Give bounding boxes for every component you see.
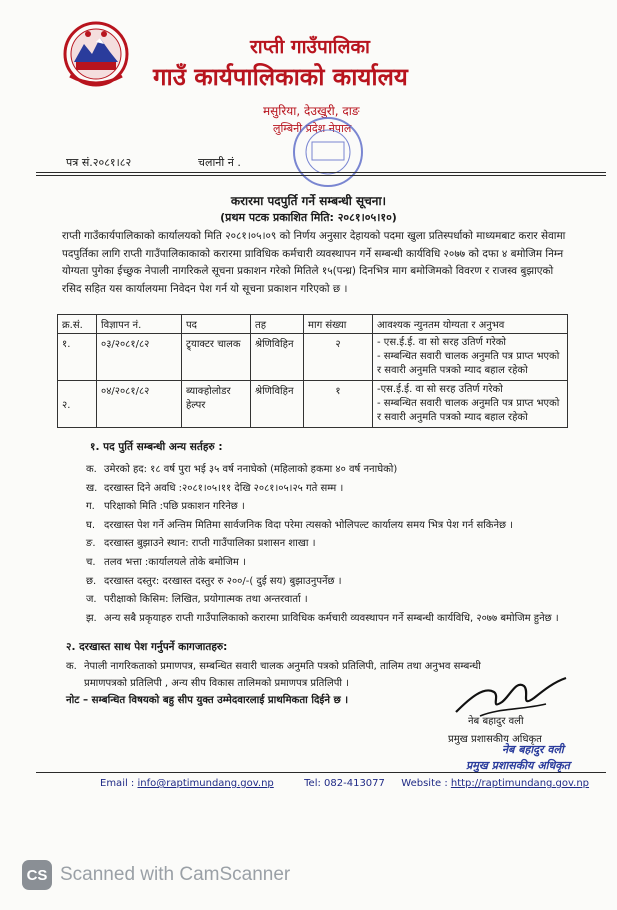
item-marker: ग. xyxy=(86,501,95,513)
requirement-line: - सम्बन्धित सवारी चालक अनुमति पत्र प्राप्त भएको xyxy=(377,351,560,362)
email-link[interactable]: info@raptimundang.gov.np xyxy=(137,778,274,789)
header-divider-secondary xyxy=(36,175,606,176)
requirement-line: -एस.ई.ई. वा सो सरह उतिर्ण गरेको xyxy=(377,384,503,395)
item-marker: ङ. xyxy=(86,538,96,550)
table-row xyxy=(58,381,568,428)
row-serial: २. xyxy=(58,381,97,428)
priority-note: नोट – सम्बन्धित विषयको बहु सीप युक्त उम्मेदवारलाई प्राथमिकता दिईने छ । xyxy=(66,695,349,706)
table-header-row xyxy=(58,315,568,334)
website-link[interactable]: http://raptimundang.gov.np xyxy=(450,778,590,789)
camscanner-logo-icon: CS xyxy=(22,860,52,890)
item-text: परिक्षाको मिति :पछि प्रकाशन गरिनेछ । xyxy=(104,501,245,513)
row-serial: १. xyxy=(58,334,97,381)
list-item xyxy=(66,658,506,692)
item-text: दरखास्त पेश गर्ने अन्तिम मितिमा सार्वजनिक विदा परेमा त्यसको भोलिपल्ट कार्यालय समय भित्र पेश गर्न सकिनेछ । xyxy=(104,519,513,531)
table-row xyxy=(58,334,568,381)
item-marker: छ. xyxy=(86,575,97,587)
item-marker: झ. xyxy=(86,612,97,624)
documents-list xyxy=(66,658,506,692)
list-item xyxy=(86,610,566,629)
row-post: ब्याक्होलोडर हेल्पर xyxy=(182,381,251,428)
office-seal-stamp xyxy=(282,112,374,192)
notice-title: करारमा पदपुर्ति गर्ने सम्बन्धी सूचना। xyxy=(230,194,387,208)
row-level: श्रेणिविहिन xyxy=(251,381,304,428)
item-text: उमेरको हद: १८ वर्ष पुरा भई ३५ वर्ष ननाघेको (महिलाको हकमा ४० वर्ष ननाघेको) xyxy=(104,464,398,475)
list-item xyxy=(86,573,566,592)
email-label: Email : xyxy=(100,778,138,789)
row-level: श्रेणिविहिन xyxy=(251,334,304,381)
item-text: तलव भत्ता :कार्यालयले तोके बमोजिम । xyxy=(104,556,246,568)
column-header: आवश्यक न्युनतम योग्यता र अनुभव xyxy=(373,315,568,334)
notice-paragraph: राप्ती गाउँकार्यपालिकाको कार्यालयको मिति २०८१।०५।०९ को निर्णय अनुसार देहायको पदमा खुला प्रतिस्पर्धाको माध्यमबाट करार सेवामा पदपुर्तिका लागि राप्ती गाउँपालिकाकाको करारमा प्राविधिक कर्मचारी व्यवस्थापन गर्ने सम्बन्धी कार्यविधि २०७७ को दफा ४ बमोजिम निम्न योग्यता पुगेका ईच्छुक नेपाली नागरिकले सूचना प्रकाशन गरेको मितिले १५(पन्ध्र) दिनभित्र माग बमोजिमको विवरण र राजस्व बुझाएको रसिद सहित यस कार्यालयमा निवेदन पेश गर्न यो सूचना प्रकाशन गरिएको छ । xyxy=(62,230,566,295)
office-name-line2: गाउँ कार्यपालिकाको कार्यालय xyxy=(153,63,408,91)
list-item xyxy=(86,554,566,573)
row-requirements xyxy=(373,334,568,381)
office-address: मसुरिया, देउखुरी, दाङ xyxy=(263,104,360,118)
signatory-name: नेब बहादुर वली xyxy=(468,716,524,727)
signatory-designation: प्रमुख प्रशासकीय अधिकृत xyxy=(448,734,542,745)
notice-subtitle: (प्रथम पटक प्रकाशित मिति: २०८१।०५।१०) xyxy=(220,211,397,224)
item-text: दरखास्त दिने अवधि :२०८१।०५।११ देखि २०८१।०५।२५ गते सम्म । xyxy=(104,482,344,494)
dispatch-number: चलानी नं . xyxy=(198,156,241,169)
item-marker: क. xyxy=(86,464,97,475)
requirement-line: र सवारी अनुमति पत्रको म्याद बहाल रहेको xyxy=(377,412,528,423)
item-marker: ज. xyxy=(86,594,97,606)
requirement-line: - एस.ई.ई. वा सो सरह उतिर्ण गरेको xyxy=(377,337,506,348)
footer-divider xyxy=(36,772,606,773)
vacancy-table xyxy=(57,314,568,428)
watermark-text: Scanned with CamScanner xyxy=(60,864,291,885)
website-label: Website : xyxy=(401,778,451,789)
item-marker: च. xyxy=(86,556,96,568)
row-requirements xyxy=(373,381,568,428)
item-text: दरखास्त बुझाउने स्थान: राप्ती गाउँपालिका प्रशासन शाखा । xyxy=(104,538,316,550)
column-header: तह xyxy=(251,315,304,334)
documents-heading: २. दरखास्त साथ पेश गर्नुपर्ने कागजातहरु: xyxy=(66,641,228,653)
reference-number: पत्र सं.२०८१।८२ xyxy=(66,156,132,169)
row-count: २ xyxy=(304,334,373,381)
stamp-designation: प्रमुख प्रशासकीय अधिकृत xyxy=(466,759,570,772)
list-item xyxy=(86,535,566,554)
footer-contact xyxy=(100,778,589,789)
header-divider xyxy=(36,172,606,173)
list-item xyxy=(86,517,566,536)
row-post: ट्र्याक्टर चालक xyxy=(182,334,251,381)
row-count: १ xyxy=(304,381,373,428)
column-header: क्र.सं. xyxy=(58,315,97,334)
list-item xyxy=(86,461,566,480)
column-header: विज्ञापन नं. xyxy=(97,315,182,334)
office-province: लुम्बिनी प्रदेश नेपाल xyxy=(273,122,352,135)
item-text: परीक्षाको किसिम: लिखित, प्रयोगात्मक तथा अन्तरवार्ता । xyxy=(104,594,308,606)
row-ad-number: ०३/२०८१/८२ xyxy=(97,334,182,381)
list-item xyxy=(86,498,566,517)
list-item xyxy=(86,480,566,499)
column-header: माग संख्या xyxy=(304,315,373,334)
item-marker: क. xyxy=(66,661,77,672)
item-marker: ख. xyxy=(86,482,98,494)
municipality-emblem-icon xyxy=(62,20,130,92)
office-name-line1: राप्ती गाउँपालिका xyxy=(250,36,370,58)
conditions-list xyxy=(86,461,566,628)
requirement-line: - सम्बन्धित सवारी चालक अनुमति पत्र प्राप्त भएको xyxy=(377,398,560,409)
requirement-line: र सवारी अनुमति पत्रको म्याद बहाल रहेको xyxy=(377,365,528,376)
column-header: पद xyxy=(182,315,251,334)
row-ad-number: ०४/२०८१/८२ xyxy=(97,381,182,428)
conditions-heading: १. पद पुर्ति सम्बन्धी अन्य सर्तहरु : xyxy=(90,441,223,453)
item-text: दरखास्त दस्तुर: दरखास्त दस्तुर रु २००/-( दुई सय) बुझाउनुपर्नेछ । xyxy=(104,575,342,587)
item-text: नेपाली नागरिकताको प्रमाणपत्र, सम्बन्धित सवारी चालक अनुमति पत्रको प्रतिलिपी, तालिम तथा अनुभव सम्बन्धी प्रमाणपत्रको प्रतिलिपी , अन्य सीप विकास तालिमको प्रमाणपत्र प्रतिलिपी । xyxy=(84,661,481,689)
item-text: अन्य सबै प्रकृयाहरु राप्ती गाउँपालिकाको करारमा प्राविधिक कर्मचारी व्यवस्थापन गर्ने सम्बन्धी कार्यविधि, २०७७ बमोजिम हुनेछ । xyxy=(104,612,559,624)
stamp-name: नेब बहादुर वली xyxy=(502,743,564,756)
list-item xyxy=(86,591,566,610)
phone-number: Tel: 082-413077 xyxy=(304,778,385,789)
scanner-watermark xyxy=(22,860,290,890)
item-marker: घ. xyxy=(86,519,96,531)
